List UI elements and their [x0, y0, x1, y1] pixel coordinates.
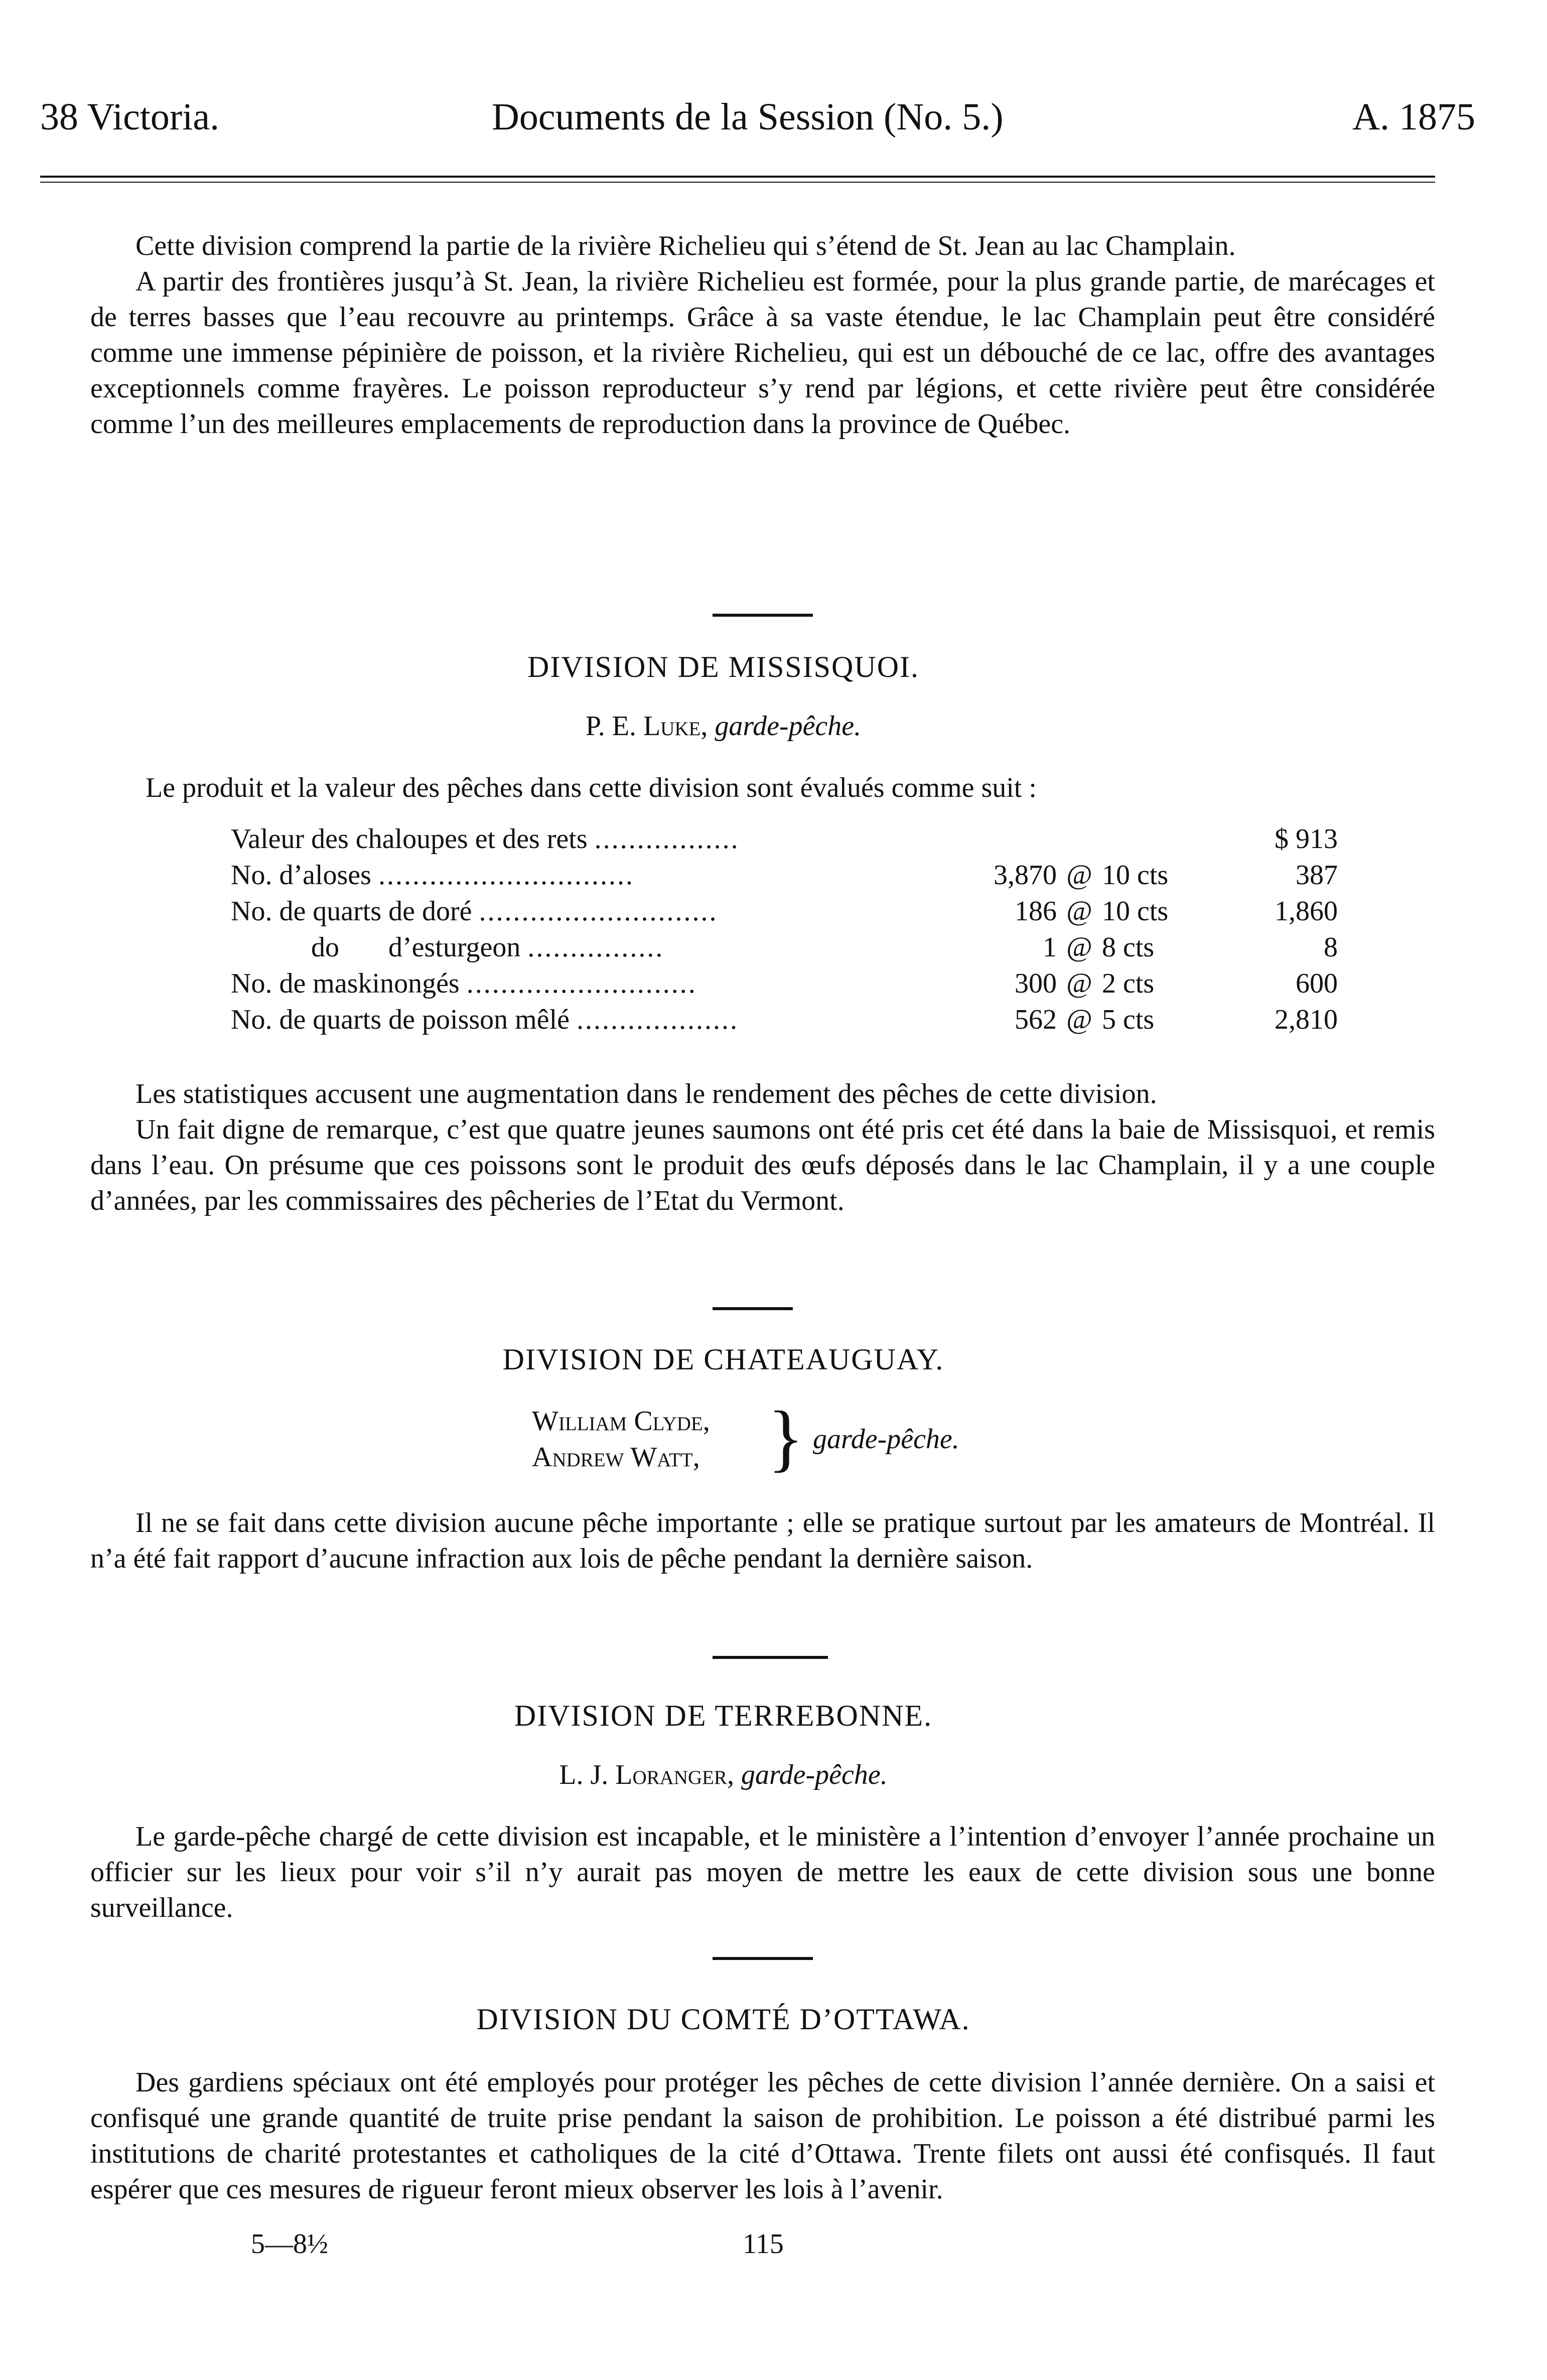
table-row — [231, 823, 1338, 859]
row-unit-price — [1102, 823, 1202, 859]
missisquoi-lead — [146, 770, 1450, 806]
row-amount: 8 — [1324, 932, 1338, 963]
terrebonne-body — [90, 1819, 1435, 1926]
guard-name: L. J. Loranger, — [559, 1759, 734, 1790]
leader-dots: ................ — [527, 932, 664, 963]
header-year: A. 1875 — [1352, 96, 1475, 138]
row-at-sign: @ — [1066, 932, 1092, 963]
guard-name-2: Andrew Watt, — [532, 1442, 700, 1473]
row-amount: 387 — [1296, 860, 1338, 891]
row-at-sign: @ — [1066, 860, 1092, 891]
leader-dots: ........................... — [466, 968, 697, 999]
missisquoi-paragraph-1: Les statistiques accusent une augmentation dans le rendement des pêches de cette division. — [135, 1078, 1157, 1109]
intro-paragraph-2: A partir des frontières jusqu’à St. Jean, la rivière Richelieu est formée, pour la plus grande partie, de marécages et de terres basses que l’eau recouvre au printemps. Grâce à sa vaste étendue, le lac Champlain peut être considéré comme une immense pépinière de poisson, et la rivière Richelieu, qui est un débouché de ce lac, offre des avantages exceptionnels comme frayères. Le poisson reproducteur s’y rend par légions, et cette rivière peut être considérée comme l’un des meilleures emplacements de reproduction dans la province de Québec. — [90, 266, 1435, 440]
chateauguay-paragraph-1: Il ne se fait dans cette division aucune pêche importante ; elle se pratique surtout par les amateurs de Montréal. Il n’a été fait rapport d’aucune infraction aux lois de pêche pendant la dernière saison. — [90, 1507, 1435, 1574]
brace-glyph: } — [768, 1396, 804, 1479]
header-rule-thin — [40, 182, 1435, 183]
guard-group-chateauguay — [532, 1396, 1084, 1485]
section-separator — [713, 614, 813, 617]
row-label — [231, 823, 994, 859]
row-quantity — [994, 823, 1057, 859]
guard-line-missisquoi — [0, 710, 1447, 742]
table-row — [231, 1004, 1338, 1040]
row-quantity: 1 — [1043, 932, 1057, 963]
terrebonne-paragraph-1: Le garde-pêche chargé de cette division est incapable, et le ministère a l’intention d’envoyer l’année prochaine un officier sur les lieux pour voir s’il n’y aurait pas moyen de mettre les eaux de cette division sous une bonne surveillance. — [90, 1821, 1435, 1923]
row-amount: 1,860 — [1275, 896, 1338, 927]
row-label — [231, 1004, 994, 1040]
row-amount: 600 — [1296, 968, 1338, 999]
ottawa-paragraph-1: Des gardiens spéciaux ont été employés pour protéger les pêches de cette division l’année dernière. On a saisi et confisqué une grande quantité de truite prise pendant la saison de prohibition. Le poisson a été distribué parmi les institutions de charité protestantes et catholiques de la cité d’Ottawa. Trente filets ont aussi été confisqués. Il faut espérer que ces mesures de rigueur feront mieux observer les lois à l’avenir. — [90, 2067, 1435, 2205]
row-unit-price: 8 cts — [1102, 932, 1155, 963]
section-separator — [713, 1656, 828, 1659]
leader-dots: .............................. — [378, 860, 634, 891]
intro-section — [90, 228, 1435, 442]
header-title: Documents de la Session (No. 5.) — [492, 96, 1004, 138]
guard-name-1: William Clyde, — [532, 1406, 710, 1437]
row-at-sign: @ — [1066, 968, 1092, 999]
intro-paragraph-1: Cette division comprend la partie de la rivière Richelieu qui s’étend de St. Jean au lac Champlain. — [135, 230, 1236, 261]
guard-role: garde-pêche. — [741, 1759, 888, 1790]
row-label-text: No. de maskinongés — [231, 968, 460, 999]
running-header — [40, 95, 1475, 151]
guard-role: garde-pêche. — [813, 1424, 959, 1455]
row-quantity: 562 — [1015, 1004, 1057, 1035]
row-amount: $ 913 — [1275, 823, 1338, 855]
row-label-text: do d’esturgeon — [311, 932, 521, 963]
ottawa-body — [90, 2065, 1435, 2207]
lead-paragraph: Le produit et la valeur des pêches dans cette division sont évalués comme suit : — [146, 772, 1037, 803]
row-at-sign: @ — [1066, 896, 1092, 927]
row-label — [231, 895, 994, 931]
row-quantity: 3,870 — [994, 860, 1057, 891]
table-row — [231, 859, 1338, 895]
row-amount: 2,810 — [1275, 1004, 1338, 1035]
section-title-ottawa: DIVISION DU COMTÉ D’OTTAWA. — [476, 2003, 970, 2036]
page-number: 115 — [743, 2228, 784, 2260]
row-unit-price: 10 cts — [1102, 860, 1169, 891]
guard-name: P. E. Luke, — [585, 711, 708, 742]
signature-mark: 5—8½ — [251, 2228, 328, 2260]
table-row — [231, 895, 1338, 931]
row-quantity: 186 — [1015, 896, 1057, 927]
header-rule — [40, 176, 1435, 178]
missisquoi-body — [90, 1076, 1435, 1219]
row-label — [231, 931, 994, 967]
section-separator — [713, 1307, 793, 1310]
catch-value-table — [231, 823, 1338, 1040]
guard-role: garde-pêche. — [715, 711, 862, 742]
row-quantity: 300 — [1015, 968, 1057, 999]
row-label-text: No. d’aloses — [231, 860, 371, 891]
leader-dots: ................. — [594, 823, 740, 855]
leader-dots: ............................ — [479, 896, 718, 927]
section-separator — [713, 1957, 813, 1960]
row-unit-price: 10 cts — [1102, 896, 1169, 927]
leader-dots: ................... — [576, 1004, 739, 1035]
guard-line-terrebonne — [0, 1759, 1447, 1791]
row-unit-price: 2 cts — [1102, 968, 1155, 999]
row-label-text: No. de quarts de doré — [231, 896, 472, 927]
row-label — [231, 859, 994, 895]
row-label — [231, 967, 994, 1004]
table-row — [231, 931, 1338, 967]
missisquoi-paragraph-2: Un fait digne de remarque, c’est que quatre jeunes saumons ont été pris cet été dans la baie de Missisquoi, et remis dans l’eau. On présume que ces poissons sont le produit des œufs déposés dans le lac Champlain, il y a une couple d’années, par les commissaires des pêcheries de l’Etat du Vermont. — [90, 1114, 1435, 1216]
row-at-sign — [1057, 823, 1102, 859]
section-title-chateauguay: DIVISION DE CHATEAUGUAY. — [502, 1343, 944, 1376]
header-volume: 38 Victoria. — [40, 96, 220, 138]
row-unit-price: 5 cts — [1102, 1004, 1155, 1035]
row-label-text: Valeur des chaloupes et des rets — [231, 823, 588, 855]
chateauguay-body — [90, 1505, 1435, 1577]
row-label-text: No. de quarts de poisson mêlé — [231, 1004, 570, 1035]
table-row — [231, 967, 1338, 1004]
section-title-terrebonne: DIVISION DE TERREBONNE. — [514, 1699, 933, 1732]
row-at-sign: @ — [1066, 1004, 1092, 1035]
section-title-missisquoi: DIVISION DE MISSISQUOI. — [527, 650, 919, 683]
